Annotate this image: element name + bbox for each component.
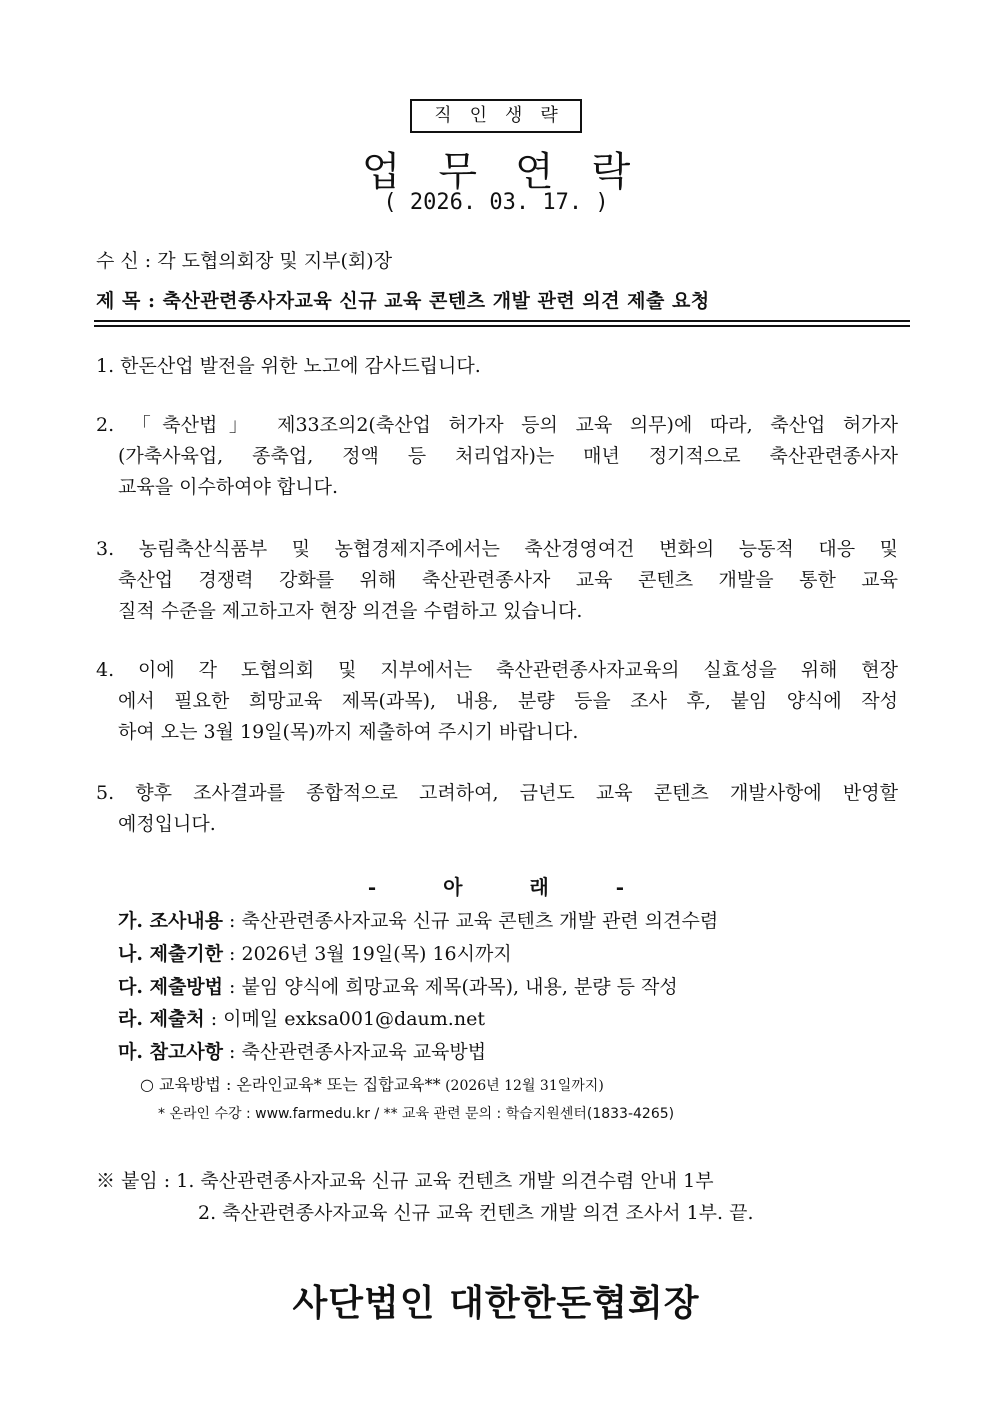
paragraph-line: 2. 「축산법」 제33조의2(축산업 허가자 등의 교육 의무)에 따라, 축산업 허가자 <box>96 414 898 436</box>
detail-submit-to <box>118 1004 485 1031</box>
subject-line: 제 목 : 축산관련종사자교육 신규 교육 콘텐츠 개발 관련 의견 제출 요청 <box>96 290 710 312</box>
detail-reference <box>118 1037 486 1064</box>
recipient-line: 수 신 : 각 도협의회장 및 지부(회)장 <box>96 250 393 272</box>
attachment-2: 2. 축산관련종사자교육 신규 교육 컨텐츠 개발 의견 조사서 1부. 끝. <box>198 1202 754 1224</box>
education-method-period: (2026년 12월 31일까지) <box>440 1078 604 1094</box>
document-title: 업무연락 <box>361 149 669 195</box>
detail-key: 가. 조사내용 <box>118 910 223 932</box>
detail-key: 마. 참고사항 <box>118 1041 223 1063</box>
detail-key: 나. 제출기한 <box>118 943 223 965</box>
details-heading: - 아 래 - <box>367 875 655 899</box>
paragraph-line: 에서 필요한 희망교육 제목(과목), 내용, 분량 등을 조사 후, 붙임 양식에 작성 <box>118 690 898 712</box>
paragraph-line: 교육을 이수하여야 합니다. <box>118 476 339 498</box>
header-divider-bottom <box>94 325 910 327</box>
paragraph-line: 예정입니다. <box>118 813 216 835</box>
detail-value: : 2026년 3월 19일(목) 16시까지 <box>223 943 512 965</box>
footnote-line: * 온라인 수강 : www.farmedu.kr / ** 교육 관련 문의 : 학습지원센터(1833-4265) <box>158 1106 675 1122</box>
detail-key: 다. 제출방법 <box>118 976 223 998</box>
detail-key: 라. 제출처 <box>118 1008 205 1030</box>
paragraph-line: 5. 향후 조사결과를 종합적으로 고려하여, 금년도 교육 콘텐츠 개발사항에 반영할 <box>96 782 898 804</box>
document-date: ( 2026. 03. 17. ) <box>383 190 609 215</box>
paragraph-line: 축산업 경쟁력 강화를 위해 축산관련종사자 교육 콘텐츠 개발을 통한 교육 <box>118 569 898 591</box>
detail-value: : 이메일 exksa001@daum.net <box>204 1008 485 1030</box>
detail-value: : 붙임 양식에 희망교육 제목(과목), 내용, 분량 등 작성 <box>223 976 678 998</box>
paragraph-1 <box>96 351 898 382</box>
paragraph-line: 1. 한돈산업 발전을 위한 노고에 감사드립니다. <box>96 355 481 377</box>
detail-submission-method <box>118 972 678 999</box>
detail-value: : 축산관련종사자교육 교육방법 <box>223 1041 487 1063</box>
attachment-1: ※ 붙임 : 1. 축산관련종사자교육 신규 교육 컨텐츠 개발 의견수렴 안내 1부 <box>96 1170 714 1192</box>
detail-value: : 축산관련종사자교육 신규 교육 콘텐츠 개발 관련 의견수렴 <box>223 910 719 932</box>
education-method-text: ○ 교육방법 : 온라인교육* 또는 집합교육** <box>140 1075 441 1094</box>
education-method-line <box>140 1072 604 1095</box>
paragraph-line: (가축사육업, 종축업, 정액 등 처리업자)는 매년 정기적으로 축산관련종사자 <box>118 445 898 467</box>
detail-deadline <box>118 939 512 966</box>
paragraph-2 <box>96 410 898 503</box>
approval-omitted-stamp: 직인생략 <box>410 99 582 133</box>
paragraph-line: 3. 농림축산식품부 및 농협경제지주에서는 축산경영여건 변화의 능동적 대응 및 <box>96 538 898 560</box>
paragraph-3 <box>96 534 898 627</box>
header-divider-top <box>94 320 910 322</box>
paragraph-4 <box>96 655 898 748</box>
paragraph-line: 4. 이에 각 도협의회 및 지부에서는 축산관련종사자교육의 실효성을 위해 현장 <box>96 659 898 681</box>
issuer-name: 사단법인 대한한돈협회장 <box>292 1283 700 1324</box>
paragraph-line: 하여 오는 3월 19일(목)까지 제출하여 주시기 바랍니다. <box>118 721 579 743</box>
paragraph-5 <box>96 778 898 840</box>
paragraph-line: 질적 수준을 제고하고자 현장 의견을 수렴하고 있습니다. <box>118 600 583 622</box>
detail-survey-content <box>118 906 718 933</box>
